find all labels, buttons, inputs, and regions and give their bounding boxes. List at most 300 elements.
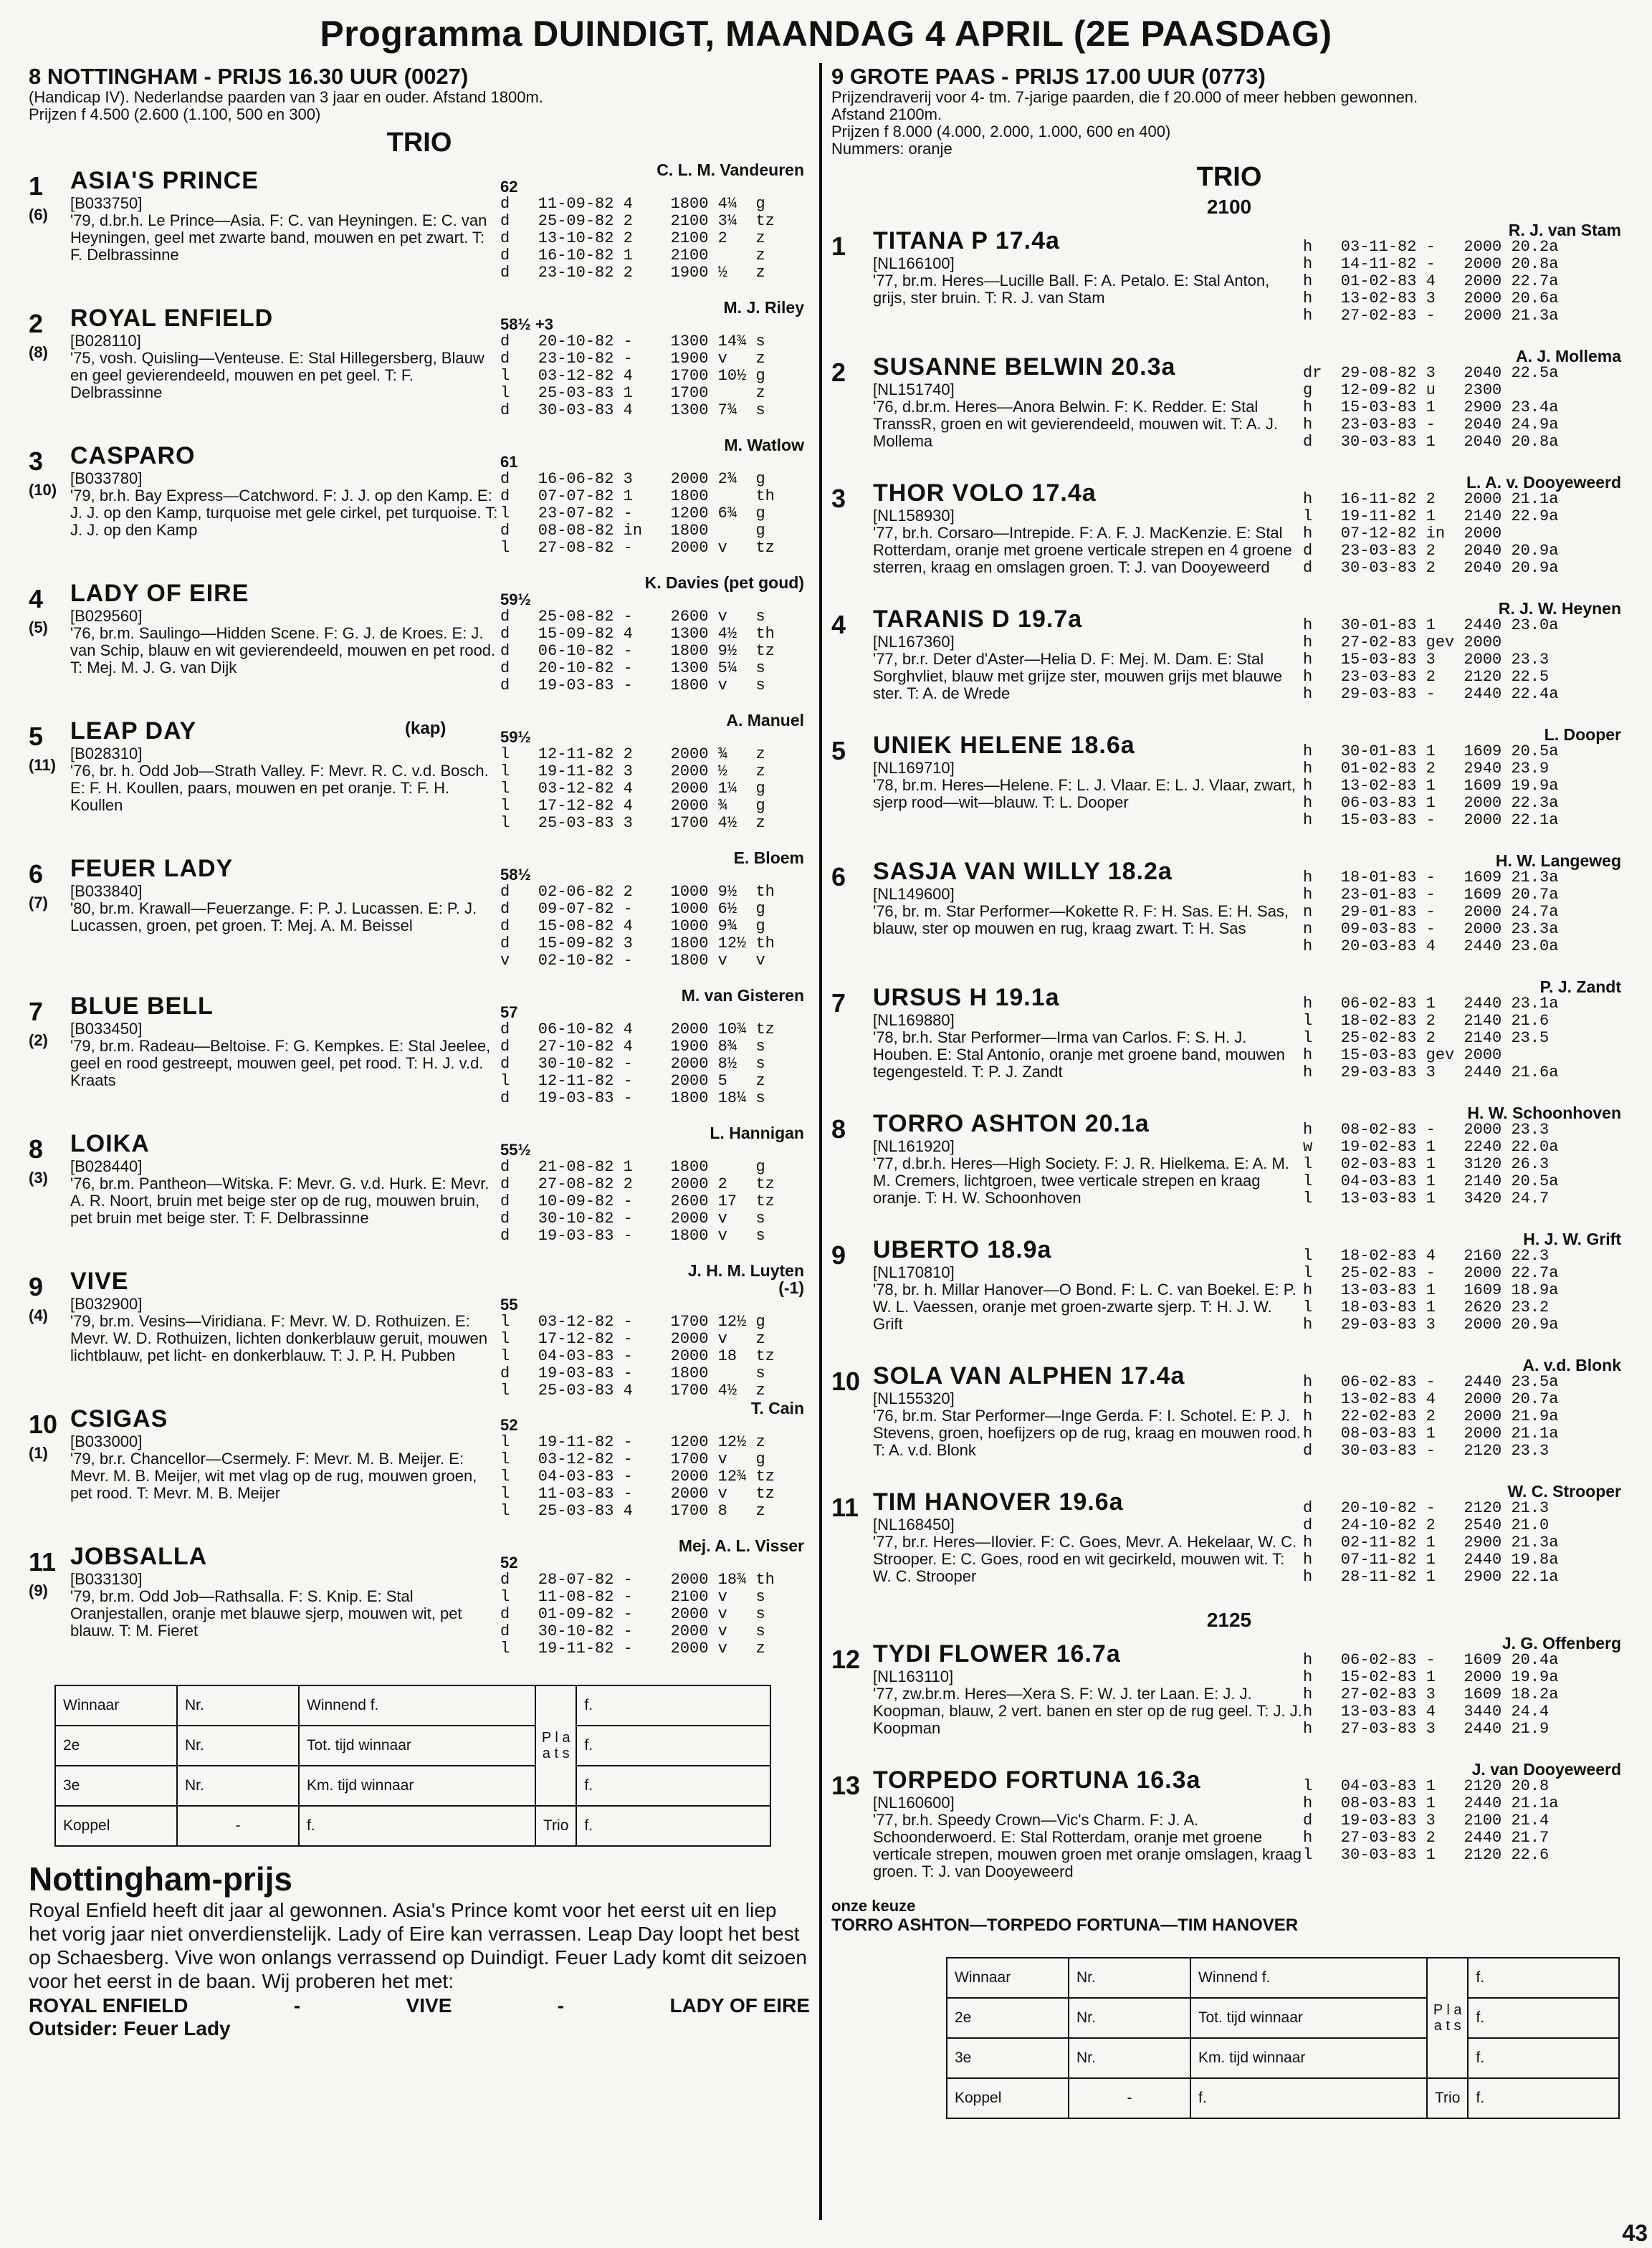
horse-description: '76, br.m. Pantheon—Witska. F: Mevr. G. v.d. Hurk. E: Mevr. A. R. Noort, bruin met beige ster op de rug, mouwen bruin, pet bruin met beige ster. T: F. Delbrassinne [70,1175,490,1227]
race8-header: 8 NOTTINGHAM - PRIJS 16.30 UUR (0027) [29,64,469,89]
horse-name: LOIKA [70,1130,150,1157]
horse-details [70,849,500,987]
form-line: l 02-03-83 1 3120 26.3 [1303,1155,1550,1173]
analysis-title: Nottingham-prijs [29,1860,292,1898]
horse-number-text: 6 [831,862,846,891]
horse-form [1303,1635,1627,1761]
form-line: l 19-11-82 1 2140 22.9a [1303,507,1559,525]
page-title: Programma DUINDIGT, MAANDAG 4 APRIL (2E PAASDAG) [320,14,1332,54]
driver-name: H. W. Schoonhoven [1467,1104,1621,1122]
bet-position-label: 2e [55,1726,177,1766]
horse-form [500,1124,810,1262]
horse-entry [29,161,810,299]
form-line: h 13-02-83 4 2000 20.7a [1303,1390,1559,1408]
horse-form [1303,1230,1627,1357]
form-line: d 27-08-82 2 2000 2 tz [500,1175,775,1193]
horse-details [70,1400,500,1537]
form-line: d 13-10-82 2 2100 2 z [500,229,765,247]
our-choice-picks: TORRO ASHTON—TORPEDO FORTUNA—TIM HANOVER [831,1915,1299,1935]
horse-description: '78, br.m. Heres—Helene. F: L. J. Vlaar. E: L. J. Vlaar, zwart, sjerp rood—wit—blauw. T: L. Dooper [873,776,1296,811]
horse-details [873,474,1303,600]
form-line: l 03-12-82 - 1700 12½ g [500,1313,765,1331]
race9-horse-list-2 [831,1635,1627,1887]
horse-registration: [NL167360] [873,633,955,651]
form-line: h 15-03-83 gev 2000 [1303,1046,1502,1064]
driver-name: T. Cain [750,1399,804,1417]
horse-description: '76, br.m. Star Performer—Inge Gerda. F: I. Schotel. E: P. J. Stevens, groen, hoefijzers op de rug, kraag en mouwen rood. T: A. v.d. Blonk [873,1407,1301,1459]
horse-form [1303,852,1627,978]
race8-conditions: (Handicap IV). Nederlandse paarden van 3 jaar en ouder. Afstand 1800m. [29,88,543,106]
form-line: dr 29-08-82 3 2040 22.5a [1303,364,1559,382]
horse-registration: [NL169710] [873,759,955,777]
horse-form [1303,348,1627,474]
horse-details [70,436,500,574]
bet-value-label: Km. tijd winnaar [1190,2038,1427,2078]
horse-entry [831,474,1627,600]
horse-registration: [NL160600] [873,1794,955,1812]
form-line: d 23-10-82 - 1900 v z [500,350,765,368]
form-line: h 27-02-83 - 2000 21.3a [1303,307,1559,325]
horse-number [29,436,70,574]
bet-row [55,1726,770,1766]
post-position: (3) [29,1169,48,1187]
driver-name: W. C. Strooper [1507,1482,1621,1501]
form-line: d 23-03-83 2 2040 20.9a [1303,542,1559,560]
race9-bet-table [946,1957,1620,2119]
horse-entry [831,1483,1627,1609]
driver-name: L. Hannigan [710,1124,804,1142]
form-line: d 19-03-83 3 2100 21.4 [1303,1812,1550,1830]
bet-nr-label: Nr. [177,1726,299,1766]
horse-registration: [NL168450] [873,1516,955,1534]
form-line: l 18-02-83 2 2140 21.6 [1303,1012,1550,1030]
horse-number [831,1357,873,1483]
bet-nr-label: Nr. [1069,2038,1190,2078]
form-line: d 19-03-83 - 1800 v s [500,676,765,694]
driver-name: R. J. van Stam [1508,221,1621,239]
horse-registration: [B029560] [70,607,143,625]
horse-entry [831,1230,1627,1357]
horse-name: SOLA VAN ALPHEN 17.4a [873,1362,1185,1390]
horse-number [831,726,873,852]
horse-number-text: 13 [831,1771,861,1800]
horse-entry [831,978,1627,1104]
race8-prizes: Prijzen f 4.500 (2.600 (1.100, 500 en 300) [29,105,321,123]
horse-entry [29,849,810,987]
form-line: h 15-03-83 3 2000 23.3 [1303,651,1550,669]
horse-description: '80, br.m. Krawall—Feuerzange. F: P. J. Lucassen. E: P. J. Lucassen, groen, pet groen. T: Mej. A. M. Beissel [70,899,477,934]
horse-number-text: 12 [831,1645,861,1674]
horse-number [29,1262,70,1400]
form-line: l 12-11-82 2 2000 ¾ z [500,745,765,763]
form-line: h 15-03-83 1 2900 23.4a [1303,398,1559,416]
driver-name: M. J. Riley [723,298,804,317]
horse-name: THOR VOLO 17.4a [873,479,1097,507]
bet-row [947,2038,1619,2078]
horse-name: UBERTO 18.9a [873,1236,1052,1263]
horse-weight: 59½ [500,728,531,746]
horse-form [500,1537,810,1675]
form-line: l 19-11-82 - 2000 v z [500,1640,765,1658]
form-line: h 23-03-83 - 2040 24.9a [1303,416,1559,434]
horse-number [831,978,873,1104]
horse-number-text: 7 [831,988,846,1018]
horse-name: VIVE [70,1268,129,1295]
horse-number-text: 5 [831,736,846,765]
horse-entry [831,852,1627,978]
horse-number-text: 7 [29,997,44,1026]
horse-registration: [NL161920] [873,1137,955,1155]
bet-position-label: Winnaar [947,1958,1069,1998]
horse-entry [29,1124,810,1262]
horse-description: '79, br.r. Chancellor—Csermely. F: Mevr. M. B. Meijer. E: Mevr. M. B. Meijer, wit met vlag op de rug, mouwen groen, pet rood. T: Mevr. M. B. Meijer [70,1450,477,1502]
form-line: h 18-01-83 - 1609 21.3a [1303,869,1559,886]
horse-registration: [B033780] [70,469,143,487]
horse-description: '79, d.br.h. Le Prince—Asia. F: C. van Heyningen. E: C. van Heyningen, geel met zwarte band, mouwen en pet zwart. T: F. Delbrassinne [70,211,487,264]
form-line: d 10-09-82 - 2600 17 tz [500,1192,775,1210]
horse-form [1303,1483,1627,1609]
horse-form [500,849,810,987]
form-line: d 20-10-82 - 1300 5¼ s [500,659,765,677]
form-line: d 19-03-83 - 1800 s [500,1364,765,1382]
horse-entry [831,600,1627,726]
horse-number [29,987,70,1124]
horse-number-text: 4 [29,584,44,613]
horse-details [873,348,1303,474]
horse-registration: [NL149600] [873,885,955,903]
form-line: h 29-03-83 3 2000 20.9a [1303,1316,1559,1334]
horse-details [70,1262,500,1400]
horse-number [29,1400,70,1537]
form-line: l 13-03-83 1 3420 24.7 [1303,1190,1550,1207]
post-position: (9) [29,1582,48,1599]
form-line: h 15-03-83 - 2000 22.1a [1303,811,1559,829]
horse-number-text: 8 [831,1114,846,1144]
koppel-amount: f. [1190,2078,1427,2118]
horse-entry [29,574,810,712]
horse-name: BLUE BELL [70,993,214,1020]
driver-name: J. H. M. Luyten [687,1261,804,1280]
horse-number-text: 10 [29,1410,58,1439]
horse-entry [29,1537,810,1675]
driver-name: H. J. W. Grift [1523,1230,1621,1248]
form-line: h 23-01-83 - 1609 20.7a [1303,886,1559,904]
form-line: h 30-01-83 1 1609 20.5a [1303,742,1559,760]
driver-name: E. Bloem [733,848,804,867]
post-position: (2) [29,1031,48,1049]
form-line: h 06-03-83 1 2000 22.3a [1303,794,1559,812]
race8-bet-table [54,1685,771,1847]
horse-name: URSUS H 19.1a [873,984,1060,1011]
driver-name: A. Manuel [726,711,804,730]
form-line: h 01-02-83 2 2940 23.9 [1303,760,1550,778]
post-position: (6) [29,206,48,224]
form-line: d 24-10-82 2 2540 21.0 [1303,1516,1550,1534]
horse-details [873,852,1303,978]
horse-number [831,1104,873,1230]
horse-number-text: 2 [29,309,44,338]
horse-number [29,849,70,987]
horse-form [500,436,810,574]
horse-registration: [B033840] [70,882,143,900]
horse-description: '76, br. h. Odd Job—Strath Valley. F: Mevr. R. C. v.d. Bosch. E: F. H. Koullen, paars, mouwen en pet oranje. T: F. H. Koullen [70,762,489,814]
horse-registration: [NL163110] [873,1668,954,1685]
bet-position-label: 3e [55,1766,177,1806]
horse-weight: 58½ +3 [500,315,554,333]
form-line: d 30-03-83 1 2040 20.8a [1303,433,1559,451]
horse-number-text: 10 [831,1367,861,1396]
form-line: d 15-09-82 4 1300 4½ th [500,625,775,643]
form-line: h 02-11-82 1 2900 21.3a [1303,1534,1559,1551]
horse-number [29,299,70,436]
horse-name: TARANIS D 19.7a [873,606,1083,633]
horse-description: '77, d.br.h. Heres—High Society. F: J. R. Hielkema. E: A. M. M. Cremers, lichtgroen, twee verticale strepen en kraag oranje. T: H. W. Schoonhoven [873,1154,1289,1207]
form-line: w 19-02-83 1 2240 22.0a [1303,1138,1559,1156]
form-line: d 30-10-82 - 2000 v s [500,1210,765,1228]
race9-horse-list [831,221,1627,1609]
form-line: h 27-02-83 gev 2000 [1303,633,1502,651]
driver-name: M. Watlow [724,436,804,454]
horse-details [873,1761,1303,1887]
form-line: l 03-12-82 4 1700 10½ g [500,367,765,385]
horse-number-text: 3 [29,446,44,476]
horse-name: TYDI FLOWER 16.7a [873,1640,1121,1668]
form-line: d 06-10-82 4 2000 10¾ tz [500,1020,775,1038]
horse-weight: 62 [500,178,518,196]
koppel-dash: - [177,1806,299,1846]
horse-details [873,1104,1303,1230]
outsider-pick: Outsider: Feuer Lady [29,2017,231,2039]
driver-note: (-1) [778,1278,804,1297]
post-position: (1) [29,1444,48,1462]
horse-description: '79, br.m. Vesins—Viridiana. F: Mevr. W. D. Rothuizen. E: Mevr. W. D. Rothuizen, lichten donkerblauw geruit, mouwen lichtblauw, pet licht- en donkerblauw. T: J. P. H. Pubben [70,1312,488,1364]
form-line: h 22-02-83 2 2000 21.9a [1303,1407,1559,1425]
bet-amount-label: f. [1468,2038,1619,2078]
form-line: d 07-07-82 1 1800 th [500,487,775,505]
horse-weight: 55½ [500,1141,531,1159]
horse-details [873,1357,1303,1483]
horse-registration: [B028110] [70,332,141,350]
horse-weight: 59½ [500,590,531,608]
bet-nr-label: Nr. [1069,1958,1190,1998]
form-line: l 25-03-83 1 1700 z [500,384,765,402]
form-line: d 06-10-82 - 1800 9½ tz [500,642,775,660]
horse-name: TORPEDO FORTUNA 16.3a [873,1766,1201,1794]
pick-3: LADY OF EIRE [669,1994,810,2017]
post-position: (7) [29,894,48,912]
form-line: d 01-09-82 - 2000 v s [500,1605,765,1623]
horse-number-text: 8 [29,1134,44,1164]
race9-numbers: Nummers: oranje [831,140,952,158]
horse-details [70,1124,500,1262]
horse-details [873,1635,1303,1761]
bet-nr-label: Nr. [177,1685,299,1726]
form-line: h 13-03-83 4 3440 24.4 [1303,1703,1550,1721]
horse-description: '79, br.m. Radeau—Beltoise. F: G. Kempkes. E: Stal Jeelee, geel en rood gestreept, mouwen geel, pet rood. T: H. J. v.d. Kraats [70,1037,491,1089]
form-line: d 30-03-83 4 1300 7¾ s [500,401,765,419]
form-line: h 08-03-83 1 2000 21.1a [1303,1425,1559,1443]
koppel-amount: f. [299,1806,535,1846]
form-line: l 25-02-83 2 2140 23.5 [1303,1029,1550,1047]
form-line: l 27-08-82 - 2000 v tz [500,539,775,557]
horse-form [1303,221,1627,348]
horse-description: '77, br.h. Speedy Crown—Vic's Charm. F: J. A. Schoonderwoerd. E: Stal Rotterdam, oranje met groene verticale strepen, mouwen groen met oranje omslagen, kraag groen. T: J. van Dooyeweerd [873,1811,1302,1880]
bet-value-label: Tot. tijd winnaar [1190,1998,1427,2038]
horse-weight: 52 [500,1416,518,1434]
race9-conditions: Prijzendraverij voor 4- tm. 7-jarige paarden, die f 20.000 of meer hebben gewonnen. [831,88,1418,106]
form-line: l 04-03-83 - 2000 12¾ tz [500,1468,775,1486]
driver-name: J. G. Offenberg [1501,1634,1621,1652]
form-line: h 13-03-83 1 1609 18.9a [1303,1281,1559,1299]
driver-name: M. van Gisteren [681,986,804,1005]
horse-description: '76, br. m. Star Performer—Kokette R. F: H. Sas. E: H. Sas, blauw, ster op mouwen en rug, kraag zwart. T: H. Sas [873,902,1289,937]
trio-amount: f. [1468,2078,1619,2118]
bet-value-label: Km. tijd winnaar [299,1766,535,1806]
horse-entry [831,1357,1627,1483]
horse-number-text: 11 [29,1547,57,1577]
bet-row [947,1998,1619,2038]
horse-form [1303,1104,1627,1230]
form-line: l 19-11-82 - 1200 12½ z [500,1433,765,1451]
form-line: d 27-10-82 4 1900 8¾ s [500,1038,765,1056]
horse-description: '78, br.h. Star Performer—Irma van Carlos. F: S. H. J. Houben. E: Stal Antonio, oranje met groene band, mouwen tegengesteld. T: P. J. Zandt [873,1028,1285,1081]
horse-number [831,852,873,978]
horse-details [70,161,500,299]
horse-form [500,299,810,436]
race8-horse-list [29,161,810,1675]
horse-description: '79, br.m. Odd Job—Rathsalla. F: S. Knip. E: Stal Oranjestallen, oranje met blauwe sjerp, mouwen wit, pet blauw. T: M. Fieret [70,1587,462,1640]
form-line: l 04-03-83 - 2000 18 tz [500,1347,775,1365]
horse-registration: [B033130] [70,1570,143,1588]
horse-form [500,161,810,299]
trio-label: Trio [535,1806,576,1846]
form-line: d 15-08-82 4 1000 9¾ g [500,917,765,935]
horse-number-text: 6 [29,859,44,889]
form-line: h 27-03-83 3 2440 21.9 [1303,1720,1550,1738]
form-line: l 25-03-83 3 1700 4½ z [500,814,765,832]
horse-name: FEUER LADY [70,855,234,882]
form-line: l 04-03-83 1 2120 20.8 [1303,1777,1550,1795]
driver-name: Mej. A. L. Visser [678,1536,804,1555]
form-line: l 03-12-82 4 2000 1¼ g [500,780,765,798]
horse-registration: [NL170810] [873,1263,955,1281]
driver-name: K. Davies (pet goud) [644,573,804,592]
form-line: d 02-06-82 2 1000 9½ th [500,883,775,901]
horse-details [873,978,1303,1104]
koppel-label: Koppel [947,2078,1069,2118]
horse-registration: [NL158930] [873,507,955,525]
form-line: d 28-07-82 - 2000 18¾ th [500,1571,775,1589]
horse-description: '75, vosh. Quisling—Venteuse. E: Stal Hillegersberg, Blauw en geel gevierendeeld, mouwen en pet geel. T: F. Delbrassinne [70,349,484,401]
form-line: d 25-08-82 - 2600 v s [500,608,765,626]
form-line: n 09-03-83 - 2000 23.3a [1303,920,1559,938]
form-line: h 23-03-83 2 2120 22.5 [1303,668,1550,686]
horse-name: TIM HANOVER 19.6a [873,1488,1124,1516]
race9-prizes: Prijzen f 8.000 (4.000, 2.000, 1.000, 600 en 400) [831,123,1171,140]
post-position: (10) [29,481,57,499]
our-choice-label: onze keuze [831,1897,916,1915]
horse-form [500,712,810,849]
horse-number [831,221,873,348]
bet-row [55,1766,770,1806]
horse-entry [831,1761,1627,1887]
form-line: l 18-02-83 4 2160 22.3 [1303,1247,1550,1265]
horse-form [1303,978,1627,1104]
form-line: l 23-07-82 - 1200 6¾ g [500,504,765,522]
horse-name: TITANA P 17.4a [873,227,1060,254]
form-line: h 20-03-83 4 2440 23.0a [1303,937,1559,955]
driver-name: C. L. M. Vandeuren [656,161,804,179]
horse-name: SASJA VAN WILLY 18.2a [873,858,1173,885]
form-line: h 27-03-83 2 2440 21.7 [1303,1829,1550,1847]
form-line: h 30-01-83 1 2440 23.0a [1303,616,1559,634]
horse-number-text: 1 [831,231,846,261]
horse-form [1303,1761,1627,1887]
horse-details [873,600,1303,726]
form-line: d 09-07-82 - 1000 6½ g [500,900,765,918]
form-line: v 02-10-82 - 1800 v v [500,952,765,970]
form-line: g 12-09-82 u 2300 [1303,381,1502,399]
horse-number [29,1124,70,1262]
driver-name: J. van Dooyeweerd [1471,1760,1621,1779]
horse-form [1303,600,1627,726]
form-line: h 27-02-83 3 1609 18.2a [1303,1685,1559,1703]
form-line: d 25-09-82 2 2100 3¼ tz [500,212,775,230]
race8-trio-label: TRIO [386,128,452,158]
race9-distance-group-1: 2100 [1206,196,1252,218]
horse-description: '77, br.h. Corsaro—Intrepide. F: A. F. J. MacKenzie. E: Stal Rotterdam, oranje met groene verticale strepen en 4 groene sterren, kraag en omslagen groen. T: J. van Dooyeweerd [873,524,1292,576]
form-line: h 07-11-82 1 2440 19.8a [1303,1551,1559,1569]
form-line: l 11-08-82 - 2100 v s [500,1588,765,1606]
race9-distance-group-2: 2125 [1206,1609,1252,1631]
race9-distance: Afstand 2100m. [831,105,942,123]
horse-name: TORRO ASHTON 20.1a [873,1110,1150,1137]
post-position: (4) [29,1306,48,1324]
column-divider [819,63,822,2220]
horse-details [873,1230,1303,1357]
analysis-picks [29,1994,810,2017]
horse-number [831,1761,873,1887]
form-line: h 06-02-83 - 1609 20.4a [1303,1651,1559,1669]
horse-entry [831,221,1627,348]
koppel-label: Koppel [55,1806,177,1846]
horse-number-text: 4 [831,610,846,639]
horse-name: LADY OF EIRE [70,580,249,607]
form-line: n 29-01-83 - 2000 24.7a [1303,903,1559,921]
form-line: l 03-12-82 - 1700 v g [500,1450,765,1468]
form-line: l 18-03-83 1 2620 23.2 [1303,1298,1550,1316]
pick-1: ROYAL ENFIELD [29,1994,188,2017]
form-line: d 30-10-82 - 2000 8½ s [500,1055,765,1073]
driver-name: L. Dooper [1544,725,1621,744]
form-line: d 19-03-83 - 1800 v s [500,1227,765,1245]
horse-weight: 58½ [500,866,531,884]
horse-number [831,1230,873,1357]
horse-name: CASPARO [70,442,196,469]
form-line: l 17-12-82 4 2000 ¾ g [500,797,765,815]
horse-entry [29,1262,810,1400]
horse-details [70,987,500,1124]
horse-description: '77, zw.br.m. Heres—Xera S. F: W. J. ter Laan. E: J. J. Koopman, blauw, 2 vert. banen en ster op de rug geel. T: J. J. Koopman [873,1685,1302,1737]
horse-form [1303,726,1627,852]
horse-number [831,348,873,474]
form-line: l 17-12-82 - 2000 v z [500,1330,765,1348]
form-line: l 19-11-82 3 2000 ½ z [500,762,765,780]
form-line: d 16-06-82 3 2000 2¾ g [500,470,765,488]
horse-entry [29,299,810,436]
bet-amount-label: f. [576,1766,770,1806]
horse-name: UNIEK HELENE 18.6a [873,732,1135,759]
